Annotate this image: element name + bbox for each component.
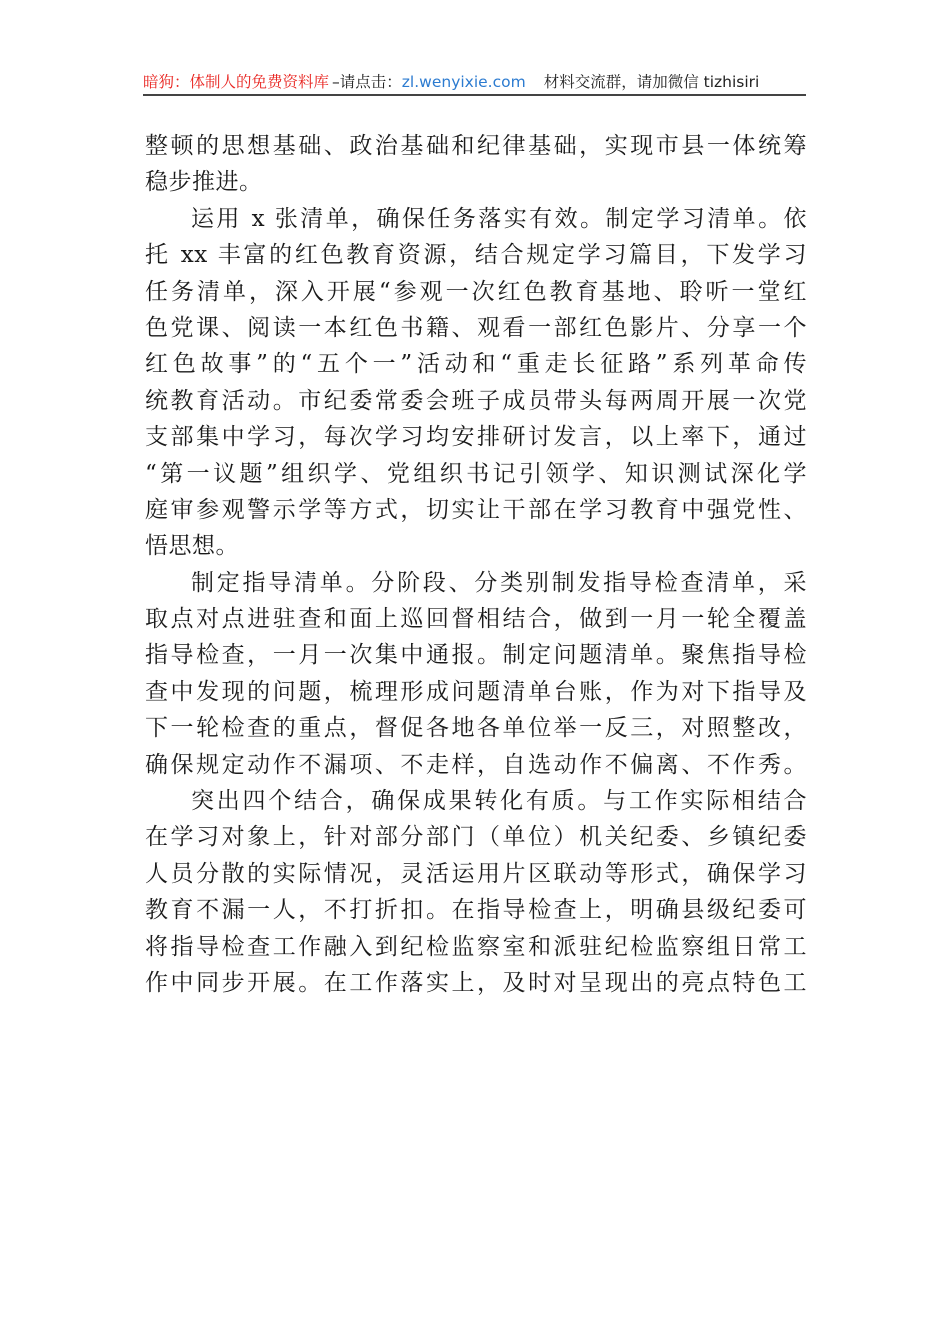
document-line: 悟思想。 xyxy=(145,533,239,560)
document-line: 取点对点进驻查和面上巡回督相结合，做到一月一轮全覆盖 xyxy=(145,606,807,633)
document-body xyxy=(145,128,807,1001)
document-line: “第一议题”组织学、党组织书记引领学、知识测试深化学 xyxy=(145,460,807,487)
header-contact-text: 材料交流群，请加微信 tizhisiri xyxy=(543,73,760,91)
document-line: 稳步推进。 xyxy=(145,169,263,196)
document-line: 查中发现的问题，梳理形成问题清单台账，作为对下指导及 xyxy=(145,678,807,705)
document-line: 红色故事”的“五个一”活动和“重走长征路”系列革命传 xyxy=(145,351,807,378)
document-line: 确保规定动作不漏项、不走样，自选动作不偏离、不作秀。 xyxy=(145,751,807,778)
document-line: 统教育活动。市纪委常委会班子成员带头每两周开展一次党 xyxy=(145,387,807,414)
document-line: 支部集中学习，每次学习均安排研讨发言，以上率下，通过 xyxy=(145,424,807,451)
document-line: 运用 x 张清单，确保任务落实有效。制定学习清单。依 xyxy=(191,205,807,232)
document-line: 托 xx 丰富的红色教育资源，结合规定学习篇目，下发学习 xyxy=(145,242,807,269)
document-line: 指导检查，一月一次集中通报。制定问题清单。聚焦指导检 xyxy=(145,642,807,669)
document-line: 制定指导清单。分阶段、分类别制发指导检查清单，采 xyxy=(191,569,807,596)
document-line: 任务清单，深入开展“参观一次红色教育基地、聆听一堂红 xyxy=(145,278,807,305)
document-line: 色党课、阅读一本红色书籍、观看一部红色影片、分享一个 xyxy=(145,314,807,341)
document-line: 突出四个结合，确保成果转化有质。与工作实际相结合 xyxy=(191,788,807,815)
header-site-link[interactable]: zl.wenyixie.com xyxy=(401,73,526,91)
document-line: 教育不漏一人，不打折扣。在指导检查上，明确县级纪委可 xyxy=(145,897,807,924)
document-line: 在学习对象上，针对部分部门（单位）机关纪委、乡镇纪委 xyxy=(145,824,807,851)
document-line: 庭审参观警示学等方式，切实让干部在学习教育中强党性、 xyxy=(145,496,807,523)
document-line: 下一轮检查的重点，督促各地各单位举一反三，对照整改， xyxy=(145,715,807,742)
document-line: 人员分散的实际情况，灵活运用片区联动等形式，确保学习 xyxy=(145,860,807,887)
document-line: 作中同步开展。在工作落实上，及时对呈现出的亮点特色工 xyxy=(145,969,807,996)
document-line: 整顿的思想基础、政治基础和纪律基础，实现市县一体统筹 xyxy=(145,133,807,159)
document-line: 将指导检查工作融入到纪检监察室和派驻纪检监察组日常工 xyxy=(145,933,807,960)
watermark-header xyxy=(143,68,806,96)
header-prompt-text: –请点击： xyxy=(332,73,402,91)
header-brand-text: 暗狗：体制人的免费资料库 xyxy=(143,73,330,91)
